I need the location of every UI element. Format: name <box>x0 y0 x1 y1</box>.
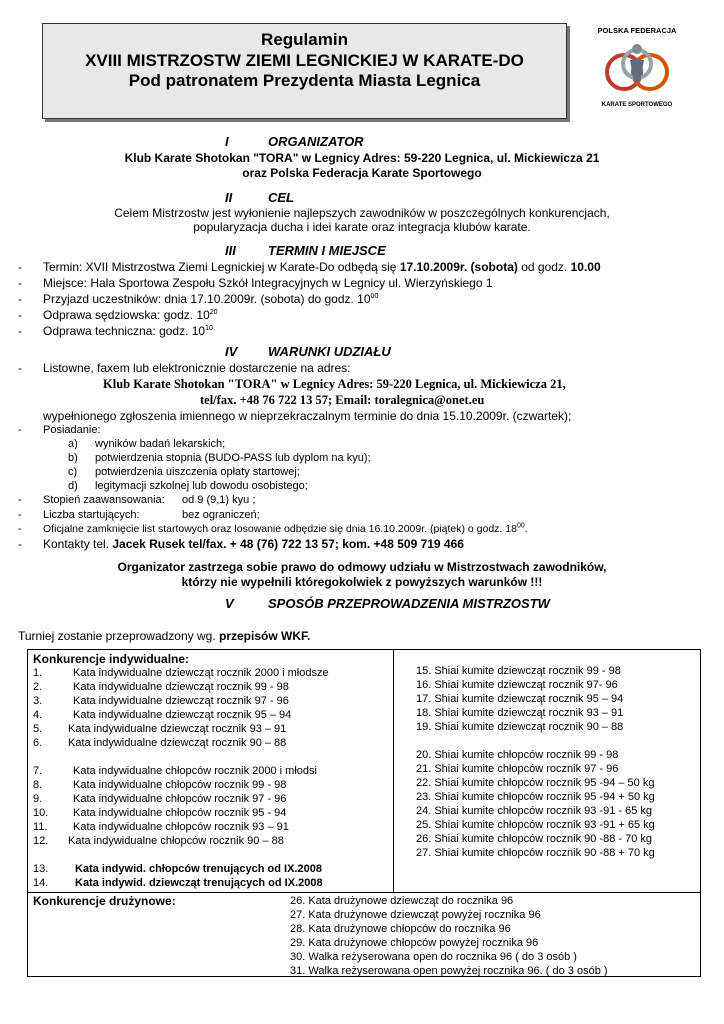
championship-title: XVIII MISTRZOSTW ZIEMI LEGNICKIEJ W KARATE-DO <box>85 50 524 70</box>
logo-emblem-icon <box>600 38 674 100</box>
kumite-row: 15. Shiai kumite dziewcząt rocznik 99 - 98 <box>416 665 621 677</box>
requirement-item: wyników badań lekarskich; <box>95 438 226 450</box>
kumite-row: 24. Shiai kumite chłopców rocznik 93 -91 - 65 kg <box>416 805 653 817</box>
organizer-notice-1: Organizator zastrzega sobie prawo do odmowy udziału w Mistrzostwach zawodników, <box>117 560 607 574</box>
possession-label: Posiadanie: <box>43 424 101 436</box>
team-header: Konkurencje drużynowe: <box>33 894 176 908</box>
organizer-line: Klub Karate Shotokan "TORA" w Legnicy Adres: 59-220 Legnica, ul. Mickiewicza 21 <box>124 151 600 165</box>
goal-line-2: popularyzacja ducha i idei karate oraz integracja klubów karate. <box>193 220 531 234</box>
section-2-number: II <box>225 190 233 205</box>
goal-line-1: Celem Mistrzostw jest wyłonienie najlepszych zawodników w poszczególnych konkurencjach, <box>114 206 610 220</box>
section-5-title: SPOSÓB PRZEPROWADZENIA MISTRZOSTW <box>268 596 550 611</box>
requirement-item: potwierdzenia uiszczenia opłaty startowej; <box>95 466 300 478</box>
kumite-row: 17. Shiai kumite dziewcząt rocznik 95 – 94 <box>416 693 624 705</box>
judges-briefing-line: Odprawa sędziowska: godz. $10^{20}$ <box>43 308 218 322</box>
section-4-number: IV <box>225 344 238 359</box>
requirement-key: b) <box>68 452 78 464</box>
club-contact-line: tel/fax. +48 76 722 13 57; Email: toralegnica@onet.eu <box>200 393 485 407</box>
requirement-key: a) <box>68 438 78 450</box>
kumite-row: 21. Shiai kumite chłopców rocznik 97 - 96 <box>416 763 619 775</box>
kumite-row: 20. Shiai kumite chłopców rocznik 99 - 98 <box>416 749 619 761</box>
federation-logo <box>590 18 684 114</box>
organizer-line-2: oraz Polska Federacja Karate Sportowego <box>242 166 482 180</box>
level-label: Stopień zaawansowania: <box>43 494 165 506</box>
kumite-row: 22. Shiai kumite chłopców rocznik 95 -94 – 50 kg <box>416 777 655 789</box>
kumite-row: 19. Shiai kumite dziewcząt rocznik 90 – 88 <box>416 721 624 733</box>
team-row: 28. Kata drużynowe chłopców do rocznika 96 <box>290 923 511 935</box>
team-row: 27. Kata drużynowe dziewcząt powyżej rocznika 96 <box>290 909 541 921</box>
rules-intro: Turniej zostanie przeprowadzony wg. przepisów WKF. <box>18 629 311 643</box>
kumite-row: 27. Shiai kumite chłopców rocznik 90 -88 + 70 kg <box>416 847 655 859</box>
club-address-line: Klub Karate Shotokan "TORA" w Legnicy Adres: 59-220 Legnica, ul. Mickiewicza 21, <box>103 377 566 391</box>
list-closing-line: Oficjalne zamknięcie list startowych oraz losowanie odbędzie się dnia 16.10.2009r. (piątek) o godz. $18^{00}$. <box>43 522 528 535</box>
kumite-row: 26. Shiai kumite chłopców rocznik 90 -88 - 70 kg <box>416 833 653 845</box>
team-row: 29. Kata drużynowe chłopców powyżej rocznika 96 <box>290 937 539 949</box>
participants-value: bez ograniczeń; <box>182 509 260 521</box>
term-line: Termin: XVII Mistrzostwa Ziemi Legnickiej w Karate-Do odbędą się 17.10.2009r. (sobota) od godz. 10.00 <box>43 260 601 274</box>
table-row-divider <box>28 892 700 893</box>
table-column-divider <box>393 650 394 892</box>
requirement-key: c) <box>68 466 78 478</box>
place-line: Miejsce: Hala Sportowa Zespołu Szkół Integracyjnych w Legnicy ul. Wierzyńskiego 1 <box>43 276 493 290</box>
section-1-title: ORGANIZATOR <box>268 134 364 149</box>
requirement-item: legitymacji szkolnej lub dowodu osobistego; <box>95 480 308 492</box>
delivery-line: Listowne, faxem lub elektronicznie dostarczenie na adres: <box>43 361 351 375</box>
doc-title: Regulamin <box>261 30 348 49</box>
section-5-number: V <box>225 596 234 611</box>
title-box <box>42 23 567 119</box>
logo-bottom-text: KARATE SPORTOWEGO <box>601 102 673 108</box>
team-row: 31. Walka reżyserowana open powyżej rocznika 96. ( do 3 osób ) <box>290 965 608 977</box>
logo-top-text: POLSKA FEDERACJA <box>597 26 677 35</box>
participants-label: Liczba startujących: <box>43 509 140 521</box>
section-1-number: I <box>225 134 229 149</box>
patronage-line: Pod patronatem Prezydenta Miasta Legnica <box>128 71 481 90</box>
team-row: 26. Kata drużynowe dziewcząt do rocznika 96 <box>290 895 514 907</box>
arrival-line: Przyjazd uczestników: dnia 17.10.2009r. (sobota) do godz. $10^{00}$ <box>43 292 379 306</box>
organizer-notice-2: którzy nie wypełnili któregokolwiek z powyższych warunków !!! <box>181 575 543 589</box>
deadline-line: wypełnionego zgłoszenia imiennego w nieprzekraczalnym terminie do dnia 15.10.2009r. (czwartek); <box>43 409 572 423</box>
level-value: od 9 (9,1) kyu ; <box>182 494 256 506</box>
individual-header: Konkurencje indywidualne: <box>33 652 190 666</box>
section-4-title: WARUNKI UDZIAŁU <box>268 344 391 359</box>
technical-briefing-line: Odprawa techniczna: godz. $10^{10}$ <box>43 324 213 338</box>
requirement-item: potwierdzenia stopnia (BUDO-PASS lub dyplom na kyu); <box>95 452 371 464</box>
competitions-table: Konkurencje indywidualne: 1. Kata indywidualne dziewcząt rocznik 2000 i młodsze 2. Kata indywidualne dziewcząt rocznik 99 - 98 3. Kata indywidualne dziewcząt rocznik 97 - 96 4. Kata indywidualne dziewcząt rocznik 95 – 94 5. Kata indywidualne dziewcząt rocznik 93 – 91 6. Kata indywidualne dziewcząt rocznik 90 – 88 7. Kata indywidualne chłopców rocznik 2000 i młodsi 8. Kata indywidualne chłopców rocznik 99 - 98 9. Kata indywidualne chłopców rocznik 97 - 96 10. Kata indywidualne chłopców rocznik 95 - 94 11. Kata indywidualne chłopców rocznik 93 – 91 12. Kata indywidualne chłopców rocznik 90 – 88 13. Kata indywid. chłopców trenujących od IX.2008 14. Kata indywid. dziewcząt trenujących od IX.2008 15. Shiai kumite dziewcząt rocznik 99 - 98 16. Shiai kumite dziewcząt rocznik 97- 96 17. Shiai kumite dziewcząt rocznik 95 – 94 18. Shiai kumite dziewcząt rocznik 93 – 91 19. Shiai kumite dziewcząt rocznik 90 – 88 20. Shiai kumite chłopców rocznik 99 - 98 21. Shiai kumite chłopców rocznik 97 - 96 22. Shiai kumite chłopców rocznik 95 -94 – 50 kg 23. Shiai kumite chłopców rocznik 95 -94 + 50 kg 24. Shiai kumite chłopców rocznik 93 -91 - 65 kg 25. Shiai kumite chłopców rocznik 93 -91 + 65 kg 26. Shiai kumite chłopców rocznik 90 -88 - 70 kg 27. Shiai kumite chłopców rocznik 90 -88 + 70 kg Konkurencje drużynowe: 26. Kata drużynowe dziewcząt do rocznika 96 27. Kata drużynowe dziewcząt powyżej rocznika 96 28. Kata drużynowe chłopców do rocznika 96 29. Kata drużynowe chłopców powyżej rocznika 96 30. Walka reżyserowana open do rocznika 96 ( do 3 osób ) 31. Walka reżyserowana open powyżej rocznika 96. ( do 3 osób ) <box>27 649 701 977</box>
requirement-key: d) <box>68 480 78 492</box>
team-row: 30. Walka reżyserowana open do rocznika 96 ( do 3 osób ) <box>290 951 577 963</box>
section-3-number: III <box>225 243 236 258</box>
kumite-row: 16. Shiai kumite dziewcząt rocznik 97- 96 <box>416 679 618 691</box>
contacts-line: Kontakty tel. Jacek Rusek tel/fax. + 48 (76) 722 13 57; kom. +48 509 719 466 <box>43 537 464 551</box>
section-2-title: CEL <box>268 190 294 205</box>
kumite-row: 18. Shiai kumite dziewcząt rocznik 93 – 91 <box>416 707 624 719</box>
kumite-row: 23. Shiai kumite chłopców rocznik 95 -94 + 50 kg <box>416 791 655 803</box>
section-3-title: TERMIN I MIEJSCE <box>268 243 386 258</box>
kumite-row: 25. Shiai kumite chłopców rocznik 93 -91 + 65 kg <box>416 819 655 831</box>
